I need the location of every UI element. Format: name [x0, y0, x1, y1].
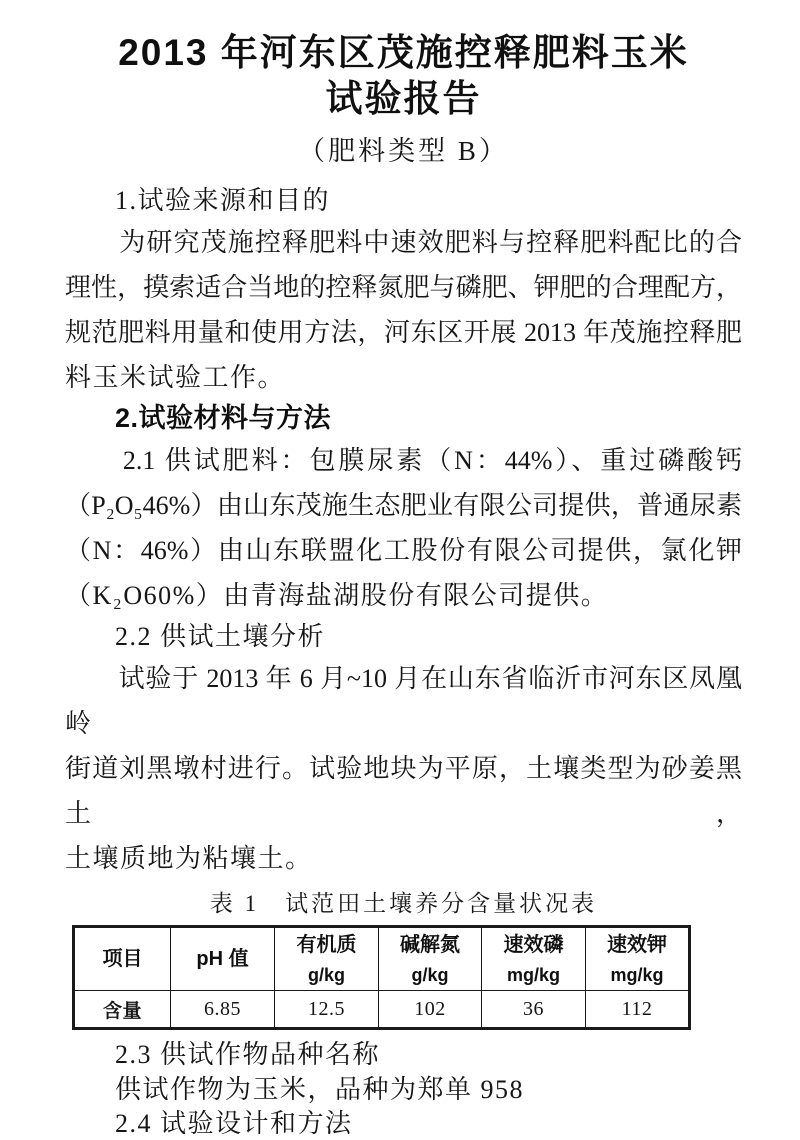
paragraph-line: 街道刘黑墩村进行。试验地块为平原，土壤类型为砂姜黑土，: [65, 754, 742, 828]
report-title-line1: 2013 年河东区茂施控释肥料玉米: [118, 32, 689, 73]
column-unit: g/kg: [307, 964, 345, 985]
paragraph-line: （P₂O₅46%）由山东茂施生态肥业有限公司提供，普通尿素: [65, 491, 742, 520]
table-caption: 表 1 试范田土壤养分含量状况表: [209, 891, 598, 916]
table-header-cell-alkali-n: [379, 927, 482, 991]
paragraph-line: 2.1 供试肥料：包膜尿素（N：44%）、重过磷酸钙: [65, 446, 742, 475]
section-2-4-heading: 2.4 试验设计和方法: [115, 1109, 353, 1138]
column-label: 速效磷: [503, 933, 564, 956]
table-cell-item: 含量: [74, 991, 171, 1029]
section-2-1-paragraph: [65, 438, 742, 618]
report-subtitle: （肥料类型 B）: [298, 136, 509, 166]
section-2-2-heading: 2.2 供试土壤分析: [115, 622, 326, 651]
table-cell-alkali-n: 102: [379, 991, 482, 1029]
table-header-cell-organic-matter: [275, 927, 379, 991]
paragraph-line: （K₂O60%）由青海盐湖股份有限公司提供。: [65, 581, 609, 610]
section-2-2-paragraph: [65, 656, 742, 881]
table-cell-organic-matter: 12.5: [275, 991, 379, 1029]
section-1-heading: 1.试验来源和目的: [115, 186, 331, 215]
soil-nutrient-table: [72, 925, 691, 1030]
paragraph-line: 规范肥料用量和使用方法，河东区开展 2013 年茂施控释肥: [65, 318, 742, 347]
table-header-row: [74, 927, 690, 991]
table-header-cell-avail-k: [586, 927, 690, 991]
paragraph-line: 料玉米试验工作。: [65, 363, 286, 392]
table-header-cell-avail-p: [482, 927, 586, 991]
section-2-heading: 2.试验材料与方法: [115, 403, 332, 433]
paragraph-line: 土壤质地为粘壤土。: [65, 844, 313, 873]
section-1-paragraph: [65, 220, 742, 400]
report-title-line2: 试验报告: [325, 78, 482, 119]
table-cell-avail-p: 36: [482, 991, 586, 1029]
crop-variety-line: 供试作物为玉米，品种为郑单 958: [115, 1075, 525, 1104]
paragraph-line: 试验于 2013 年 6 月~10 月在山东省临沂市河东区凤凰岭: [65, 664, 742, 738]
paragraph-line: 为研究茂施控释肥料中速效肥料与控释肥料配比的合: [65, 228, 742, 257]
section-2-3-heading: 2.3 供试作物品种名称: [115, 1040, 381, 1069]
table-cell-ph: 6.85: [171, 991, 275, 1029]
column-label: pH 值: [196, 948, 249, 970]
column-unit: g/kg: [411, 964, 449, 985]
column-unit: mg/kg: [506, 964, 560, 985]
column-label: 有机质: [296, 933, 357, 956]
paragraph-line: 理性，摸索适合当地的控释氮肥与磷肥、钾肥的合理配方，: [65, 273, 742, 302]
column-unit: mg/kg: [610, 964, 664, 985]
table-header-cell-item: [74, 927, 171, 991]
column-label: 项目: [102, 948, 143, 970]
table-header-cell-ph: [171, 927, 275, 991]
column-label: 速效钾: [607, 933, 667, 956]
table-row: [74, 991, 690, 1029]
column-label: 碱解氮: [400, 933, 460, 956]
paragraph-line: （N：46%）由山东联盟化工股份有限公司提供，氯化钾: [65, 536, 742, 565]
table-cell-avail-k: 112: [586, 991, 690, 1029]
